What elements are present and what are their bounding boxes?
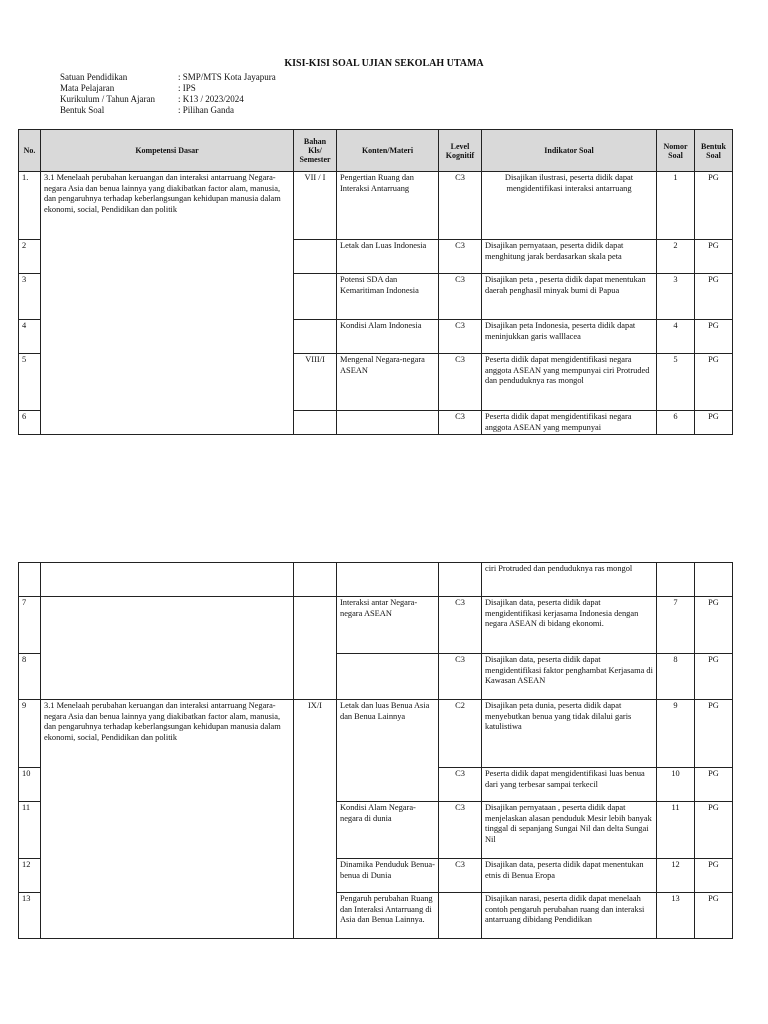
- cell-bahan: [294, 240, 337, 274]
- meta-row-kurikulum: [60, 94, 276, 105]
- cell-no: 8: [19, 654, 41, 700]
- cell-kompetensi-dasar: [41, 563, 294, 597]
- header-bahan-kelas: Bahan Kls/ Semester: [294, 130, 337, 172]
- meta-row-mapel: [60, 83, 276, 94]
- cell-level: C3: [439, 240, 482, 274]
- cell-nomor: 13: [657, 893, 695, 939]
- cell-bentuk: [695, 563, 733, 597]
- meta-label: Bentuk Soal: [60, 105, 105, 115]
- cell-bahan: [294, 274, 337, 320]
- cell-level: C3: [439, 768, 482, 802]
- meta-value: : K13 / 2023/2024: [178, 94, 244, 104]
- cell-indikator: Peserta didik dapat mengidentifikasi negara anggota ASEAN yang mempunyai ciri Protruded dan penduduknya ras mongol: [482, 354, 657, 411]
- cell-bahan: VIII/I: [294, 354, 337, 411]
- meta-row-bentuk: [60, 105, 276, 116]
- cell-bentuk: PG: [695, 859, 733, 893]
- cell-level: C3: [439, 802, 482, 859]
- cell-indikator: Disajikan data, peserta didik dapat mengidentifikasi faktor penghambat Kerjasama di Kawasan ASEAN: [482, 654, 657, 700]
- cell-konten: Kondisi Alam Indonesia: [337, 320, 439, 354]
- cell-indikator: Peserta didik dapat mengidentifikasi negara anggota ASEAN yang mempunyai: [482, 411, 657, 435]
- blueprint-table-page-1: [18, 129, 733, 435]
- meta-value: : SMP/MTS Kota Jayapura: [178, 72, 276, 82]
- meta-value: : IPS: [178, 83, 196, 93]
- cell-konten: Letak dan luas Benua Asia dan Benua Lainnya: [337, 700, 439, 802]
- cell-bahan: [294, 411, 337, 435]
- header-nomor-soal: Nomor Soal: [657, 130, 695, 172]
- cell-nomor: 2: [657, 240, 695, 274]
- cell-bentuk: PG: [695, 654, 733, 700]
- cell-indikator: Disajikan pernyataan, peserta didik dapat menghitung jarak berdasarkan skala peta: [482, 240, 657, 274]
- document-title: KISI-KISI SOAL UJIAN SEKOLAH UTAMA: [284, 58, 484, 69]
- header-bentuk-soal: Bentuk Soal: [695, 130, 733, 172]
- cell-indikator: Disajikan peta Indonesia, peserta didik dapat meninjukkan garis walllacea: [482, 320, 657, 354]
- cell-bentuk: PG: [695, 768, 733, 802]
- cell-no: 5: [19, 354, 41, 411]
- cell-indikator: ciri Protruded dan penduduknya ras mongol: [482, 563, 657, 597]
- cell-bentuk: PG: [695, 700, 733, 768]
- cell-bahan: [294, 320, 337, 354]
- cell-bentuk: PG: [695, 597, 733, 654]
- cell-no: 7: [19, 597, 41, 654]
- cell-indikator: Disajikan peta , peserta didik dapat menentukan daerah penghasil minyak bumi di Papua: [482, 274, 657, 320]
- cell-konten: Mengenal Negara-negara ASEAN: [337, 354, 439, 411]
- header-konten-materi: Konten/Materi: [337, 130, 439, 172]
- cell-nomor: 10: [657, 768, 695, 802]
- cell-level: C3: [439, 597, 482, 654]
- cell-nomor: 4: [657, 320, 695, 354]
- cell-no: 6: [19, 411, 41, 435]
- cell-bentuk: PG: [695, 354, 733, 411]
- cell-indikator: Disajikan data, peserta didik dapat mengidentifikasi kerjasama Indonesia dengan negara ASEAN di bidang ekonomi.: [482, 597, 657, 654]
- cell-no: [19, 563, 41, 597]
- header-indikator-soal: Indikator Soal: [482, 130, 657, 172]
- cell-indikator: Disajikan peta dunia, peserta didik dapat menyebutkan benua yang tidak dilalui garis katulistiwa: [482, 700, 657, 768]
- cell-level: [439, 563, 482, 597]
- cell-nomor: 6: [657, 411, 695, 435]
- cell-nomor: [657, 563, 695, 597]
- cell-nomor: 9: [657, 700, 695, 768]
- cell-nomor: 12: [657, 859, 695, 893]
- cell-konten: Pengaruh perubahan Ruang dan Interaksi Antarruang di Asia dan Benua Lainnya.: [337, 893, 439, 939]
- blueprint-table-page-2: [18, 562, 733, 939]
- cell-bentuk: PG: [695, 320, 733, 354]
- table-row: [19, 563, 733, 597]
- meta-label: Kurikulum / Tahun Ajaran: [60, 94, 155, 104]
- meta-label: Mata Pelajaran: [60, 83, 115, 93]
- cell-indikator: Peserta didik dapat mengidentifikasi luas benua dari yang terbesar sampai terkecil: [482, 768, 657, 802]
- cell-nomor: 7: [657, 597, 695, 654]
- cell-no: 13: [19, 893, 41, 939]
- cell-bentuk: PG: [695, 240, 733, 274]
- cell-bentuk: PG: [695, 274, 733, 320]
- cell-bentuk: PG: [695, 411, 733, 435]
- table-row: [19, 172, 733, 240]
- cell-indikator: Disajikan ilustrasi, peserta didik dapat mengidentifikasi interaksi antarruang: [482, 172, 657, 240]
- document-meta: [60, 72, 276, 116]
- cell-no: 1.: [19, 172, 41, 240]
- cell-level: C3: [439, 354, 482, 411]
- cell-level: [439, 893, 482, 939]
- cell-bahan: VII / I: [294, 172, 337, 240]
- cell-konten: Interaksi antar Negara-negara ASEAN: [337, 597, 439, 654]
- header-level-kognitif: Level Kognitif: [439, 130, 482, 172]
- cell-bentuk: PG: [695, 172, 733, 240]
- cell-no: 12: [19, 859, 41, 893]
- cell-level: C3: [439, 172, 482, 240]
- cell-no: 3: [19, 274, 41, 320]
- cell-level: C3: [439, 320, 482, 354]
- meta-label: Satuan Pendidikan: [60, 72, 128, 82]
- cell-bahan: [294, 597, 337, 700]
- cell-no: 10: [19, 768, 41, 802]
- cell-konten: [337, 654, 439, 700]
- table-row: [19, 700, 733, 768]
- cell-konten: Dinamika Penduduk Benua-benua di Dunia: [337, 859, 439, 893]
- cell-level: C2: [439, 700, 482, 768]
- cell-level: C3: [439, 274, 482, 320]
- cell-indikator: Disajikan pernyataan , peserta didik dapat menjelaskan alasan penduduk Mesir lebih banyak tinggal di sepanjang Sungai Nil dan delta Sungai Nil: [482, 802, 657, 859]
- cell-konten: Kondisi Alam Negara-negara di dunia: [337, 802, 439, 859]
- table-row: [19, 597, 733, 654]
- cell-nomor: 3: [657, 274, 695, 320]
- cell-konten: Letak dan Luas Indonesia: [337, 240, 439, 274]
- cell-kompetensi-dasar: 3.1 Menelaah perubahan keruangan dan interaksi antarruang Negara-negara Asia dan benua lainnya yang diakibatkan factor alam, manusia, dan pengaruhnya terhadap keberlangsungan kehidupan manusia dalam ekonomi, social, Pendidikan dan politik: [41, 700, 294, 939]
- cell-konten: Potensi SDA dan Kemaritiman Indonesia: [337, 274, 439, 320]
- cell-nomor: 11: [657, 802, 695, 859]
- cell-bentuk: PG: [695, 893, 733, 939]
- cell-nomor: 1: [657, 172, 695, 240]
- table-header-row: [19, 130, 733, 172]
- cell-level: C3: [439, 411, 482, 435]
- cell-bahan: [294, 563, 337, 597]
- meta-value: : Pilihan Ganda: [178, 105, 234, 115]
- cell-bahan: IX/I: [294, 700, 337, 939]
- cell-konten: Pengertian Ruang dan Interaksi Antarruang: [337, 172, 439, 240]
- meta-row-satuan: [60, 72, 276, 83]
- cell-konten: [337, 563, 439, 597]
- cell-nomor: 8: [657, 654, 695, 700]
- cell-no: 4: [19, 320, 41, 354]
- cell-kompetensi-dasar: 3.1 Menelaah perubahan keruangan dan interaksi antarruang Negara-negara Asia dan benua lainnya yang diakibatkan factor alam, manusia, dan pengaruhnya terhadap keberlangsungan kehidupan manusia dalam ekonomi, social, Pendidikan dan politik: [41, 172, 294, 435]
- cell-no: 11: [19, 802, 41, 859]
- cell-level: C3: [439, 859, 482, 893]
- cell-kompetensi-dasar: [41, 597, 294, 700]
- header-no: No.: [19, 130, 41, 172]
- cell-no: 9: [19, 700, 41, 768]
- cell-konten: [337, 411, 439, 435]
- header-kompetensi-dasar: Kompetensi Dasar: [41, 130, 294, 172]
- cell-no: 2: [19, 240, 41, 274]
- cell-bentuk: PG: [695, 802, 733, 859]
- cell-indikator: Disajikan narasi, peserta didik dapat menelaah contoh pengaruh perubahan ruang dan interaksi antarruang dibidang Pendidikan: [482, 893, 657, 939]
- cell-nomor: 5: [657, 354, 695, 411]
- cell-indikator: Disajikan data, peserta didik dapat menentukan etnis di Benua Eropa: [482, 859, 657, 893]
- cell-level: C3: [439, 654, 482, 700]
